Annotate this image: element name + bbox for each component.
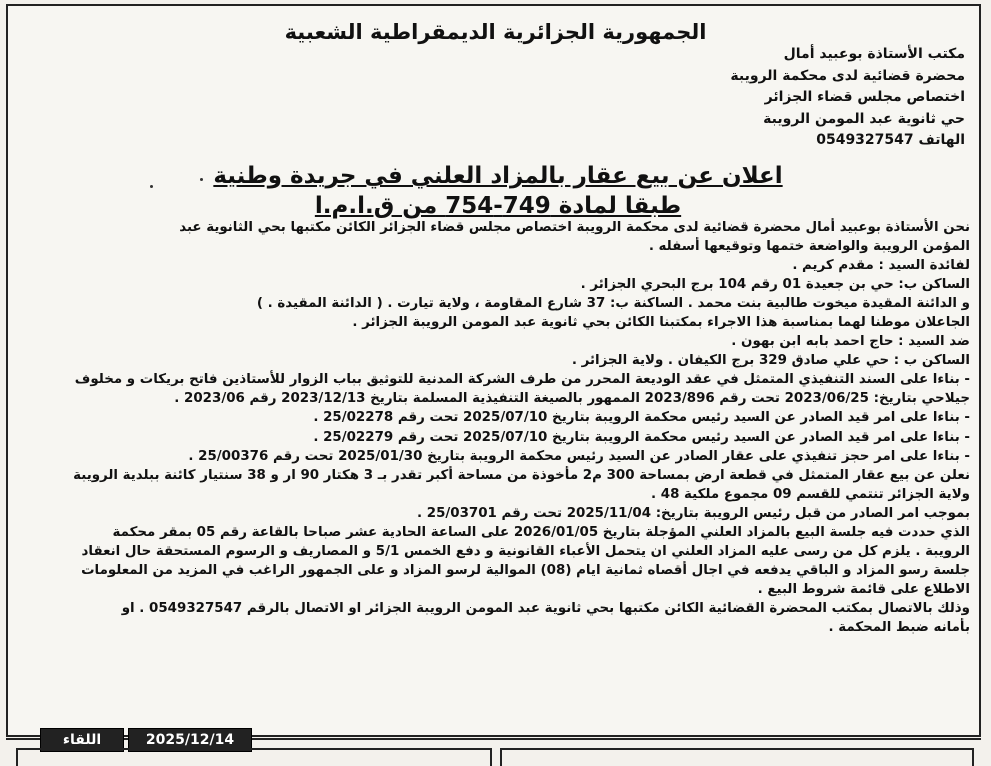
announcement-heading — [188, 161, 808, 221]
body-line: و الدائنة المقيدة ميخوت طالبية بنت محمد . الساكنة ب: 37 شارع المقاومة ، ولاية تيارت . ( الدائنة المقيدة . ) — [256, 296, 970, 312]
body-line: ولاية الجزائر تنتمي للقسم 09 مجموع ملكية 48 . — [651, 486, 970, 502]
office-line: اختصاص مجلس قضاء الجزائر — [764, 89, 965, 105]
body-line: - بناءا على امر حجز تنفيذي على عقار الصادر عن السيد رئيس محكمة الرويبة بتاريخ 2025/01/30 تحت رقم 25/00376 . — [188, 448, 970, 464]
body-line: جلسة رسو المزاد و الباقي يدفعه في اجال أقصاه ثمانية ايام (08) الموالية لرسو المزاد و على الجمهور الراغب في المزيد من المعلومات — [81, 562, 970, 578]
body-line: المؤمن الرويبة والواضعة ختمها وتوقيعها أسفله . — [648, 239, 970, 255]
office-line: حي ثانوية عبد المومن الرويبة — [763, 110, 965, 127]
body-line: لفائدة السيد : مقدم كريم . — [792, 258, 970, 274]
office-line: محضرة قضائية لدى محكمة الرويبة — [730, 67, 965, 84]
adjacent-ad-box — [16, 748, 492, 766]
body-line: جيلاحي بتاريخ: 2023/06/25 تحت رقم 2023/896 الممهور بالصيغة التنفيذية المسلمة بتاريخ 2023/12/13 رقم 2023/06 . — [174, 391, 970, 407]
print-speck — [200, 178, 203, 181]
newspaper-name: اللقاء — [40, 728, 124, 752]
body-line: - بناءا على امر قيد الصادر عن السيد رئيس محكمة الرويبة بتاريخ 2025/07/10 تحت رقم 25/02278 . — [313, 410, 970, 426]
announcement-body — [18, 218, 970, 637]
body-line: الساكن ب : حي علي صادق 329 برج الكيفان . ولاية الجزائر . — [571, 353, 970, 369]
body-line: الذي حددت فيه جلسة البيع بالمزاد العلني المؤجلة بتاريخ 2026/01/05 على الساعة الحادية عشر صباحا بالقاعة رقم 05 بمقر محكمة — [112, 524, 970, 540]
body-line: بأمانه ضبط المحكمة . — [828, 619, 970, 635]
body-line: الساكن ب: حي بن جعيدة 01 رقم 104 برج البحري الجزائر . — [580, 277, 970, 293]
republic-header: الجمهورية الجزائرية الديمقراطية الشعبية — [284, 20, 707, 44]
announcement-subtitle: طبقا لمادة 749-754 من ق.ا.م.ا — [314, 193, 682, 219]
body-line: الاطلاع على قائمة شروط البيع . — [757, 581, 970, 597]
body-line: ضد السيد : حاج احمد بابه ابن بهون . — [731, 334, 970, 350]
body-line: وذلك بالاتصال بمكتب المحضرة القضائية الكائن مكتبها بحي ثانوية عبد المومن الرويبة الجزائر او الاتصال بالرقم 0549327547 . او — [121, 600, 970, 616]
adjacent-ad-box — [500, 748, 974, 766]
body-line: نحن الأستاذة بوعبيد أمال محضرة قضائية لدى محكمة الرويبة اختصاص مجلس قضاء الجزائر الكائن مكتبها بحي الثانوية عبد — [179, 220, 970, 235]
body-line: - بناءا على السند التنفيذي المتمثل في عقد الوديعة المحرر من طرف الشركة المدنية للتوثيق بباب الزوار للأستاذين فاتح بريكات و مخلوف — [74, 372, 970, 388]
body-line: بموجب امر الصادر من قبل رئيس الرويبة بتاريخ: 2025/11/04 تحت رقم 25/03701 . — [417, 505, 970, 521]
body-line: الجاعلان موطنا لهما بمناسبة هذا الاجراء بمكتبنا الكائن بحي ثانوية عبد المومن الرويبة الجزائر . — [352, 315, 970, 331]
announcement-frame — [6, 4, 981, 737]
body-line: - بناءا على امر قيد الصادر عن السيد رئيس محكمة الرويبة بتاريخ 2025/07/10 تحت رقم 25/02279 . — [313, 429, 970, 445]
bailiff-office-block — [405, 44, 965, 152]
office-line: مكتب الأستاذة بوعبيد أمال — [783, 46, 965, 62]
office-phone: الهاتف 0549327547 — [816, 132, 965, 148]
publication-date: 2025/12/14 — [128, 728, 252, 752]
print-speck — [150, 185, 153, 188]
announcement-title: اعلان عن بيع عقار بالمزاد العلني في جريدة وطنية — [213, 163, 783, 189]
body-line: الرويبة . يلزم كل من رسى عليه المزاد العلني ان يتحمل الأعباء القانونية و دفع الخمس 5/1 و المصاريف و الرسوم المستحقة حال انعقاد — [81, 543, 970, 559]
body-line: نعلن عن بيع عقار المتمثل في قطعة ارض بمساحة 300 م2 مأخوذة من مساحة أكبر تقدر بـ 3 هكتار 90 ار و 38 سنتيار كائنة ببلدية الرويبة — [73, 467, 970, 483]
